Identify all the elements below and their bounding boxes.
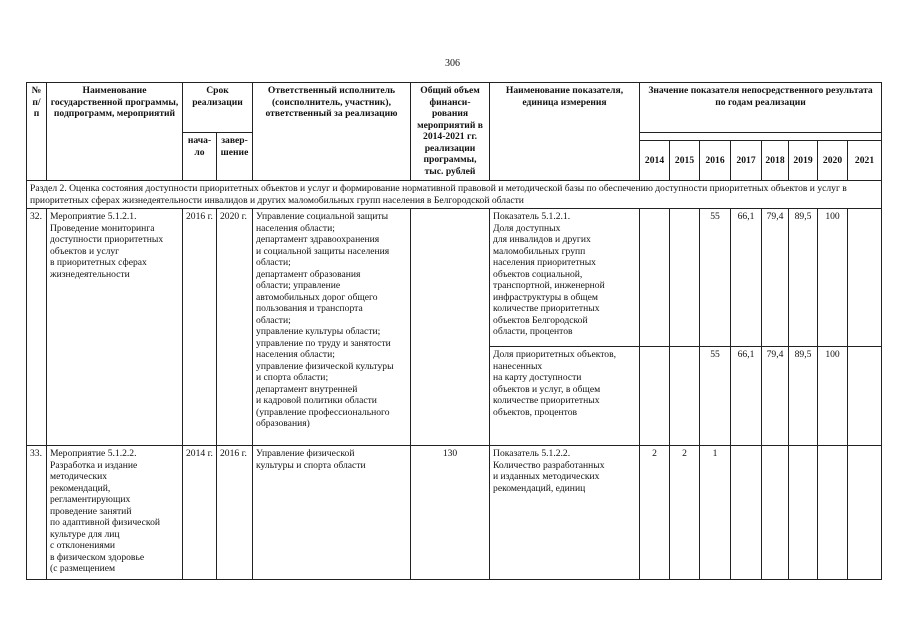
section-row — [27, 181, 882, 209]
indicator-value — [670, 347, 700, 446]
header-name: Наименование государственной программы, подпрограмм, мероприятий — [47, 83, 183, 181]
indicator-value: 79,4 — [762, 209, 789, 347]
header-start: нача-ло — [183, 133, 217, 181]
row-name: Мероприятие 5.1.2.1. Проведение мониторинга доступности приоритетных объектов и услуг в приоритетных сферах жизнедеятельности — [47, 209, 183, 446]
header-term: Срок реализации — [183, 83, 253, 133]
indicator-value — [818, 446, 848, 580]
row-start: 2016 г. — [183, 209, 217, 446]
row-end: 2020 г. — [217, 209, 253, 446]
row-funding — [411, 209, 490, 446]
row-num: 33. — [27, 446, 47, 580]
indicator-value: 66,1 — [731, 347, 762, 446]
indicator-value: 100 — [818, 209, 848, 347]
indicator-value: 79,4 — [762, 347, 789, 446]
row-executor: Управление физической культуры и спорта области — [253, 446, 411, 580]
indicator-value: 100 — [818, 347, 848, 446]
indicator-value: 1 — [700, 446, 731, 580]
indicator-value: 89,5 — [789, 347, 818, 446]
indicator-value: 89,5 — [789, 209, 818, 347]
indicator-value: 66,1 — [731, 209, 762, 347]
row-name: Мероприятие 5.1.2.2. Разработка и издание методических рекомендаций, регламентирующих проведение занятий по адаптивной физической культуре для лиц с отклонениями в физическом здоровье (с размещением — [47, 446, 183, 580]
row-start: 2014 г. — [183, 446, 217, 580]
indicator-value — [762, 446, 789, 580]
table-row — [27, 209, 882, 347]
indicator-value — [848, 347, 882, 446]
header-year: 2014 — [640, 141, 670, 181]
row-funding: 130 — [411, 446, 490, 580]
indicator-value — [640, 347, 670, 446]
header-indicator: Наименование показателя, единица измерения — [490, 83, 640, 181]
header-year: 2015 — [670, 141, 700, 181]
header-year: 2019 — [789, 141, 818, 181]
indicator-value — [848, 209, 882, 347]
indicator-value: 2 — [670, 446, 700, 580]
indicator-value — [670, 209, 700, 347]
indicator-value — [848, 446, 882, 580]
indicator-value — [640, 209, 670, 347]
indicator-value — [731, 446, 762, 580]
header-values-spacer — [640, 133, 882, 141]
header-values-title: Значение показателя непосредственного результата по годам реализации — [640, 83, 882, 133]
header-row-1 — [27, 83, 882, 133]
page-number: 306 — [445, 58, 460, 69]
header-year: 2020 — [818, 141, 848, 181]
row-executor: Управление социальной защиты населения области; департамент здравоохранения и социальной защиты населения области; департамент образования области; управление автомобильных дорог общего пользования и транспорта области; управление культуры области; управление по труду и занятости населения области; управление физической культуры и спорта области; департамент внутренней и кадровой политики области (управление профессионального образования) — [253, 209, 411, 446]
row-end: 2016 г. — [217, 446, 253, 580]
indicator-value: 55 — [700, 347, 731, 446]
header-year: 2016 — [700, 141, 731, 181]
indicator-text: Показатель 5.1.2.1. Доля доступных для инвалидов и других маломобильных групп населения приоритетных объектов социальной, транспортной, инженерной инфраструктуры в общем количестве приоритетных объектов Белгородской области, процентов — [490, 209, 640, 347]
indicator-text: Показатель 5.1.2.2. Количество разработанных и изданных методических рекомендаций, единиц — [490, 446, 640, 580]
row-num: 32. — [27, 209, 47, 446]
indicator-value: 55 — [700, 209, 731, 347]
header-executor: Ответственный исполнитель (соисполнитель, участник), ответственный за реализацию — [253, 83, 411, 181]
header-end: завер-шение — [217, 133, 253, 181]
section-title: Раздел 2. Оценка состояния доступности приоритетных объектов и услуг и формирование нормативной правовой и методической базы по обеспечению доступности приоритетных объектов и услуг в приоритетных сферах жизнедеятельности инвалидов и других маломобильных групп населения в Белгородской области — [27, 181, 882, 209]
header-num: № п/п — [27, 83, 47, 181]
indicator-value: 2 — [640, 446, 670, 580]
table-row — [27, 446, 882, 580]
header-funding: Общий объем финанси-рования мероприятий в 2014-2021 гг. реализации программы, тыс. рублей — [411, 83, 490, 181]
header-year: 2017 — [731, 141, 762, 181]
header-year: 2018 — [762, 141, 789, 181]
indicator-value — [789, 446, 818, 580]
indicator-text: Доля приоритетных объектов, нанесенных на карту доступности объектов и услуг, в общем количестве приоритетных объектов, процентов — [490, 347, 640, 446]
program-table — [26, 82, 882, 580]
header-year: 2021 — [848, 141, 882, 181]
